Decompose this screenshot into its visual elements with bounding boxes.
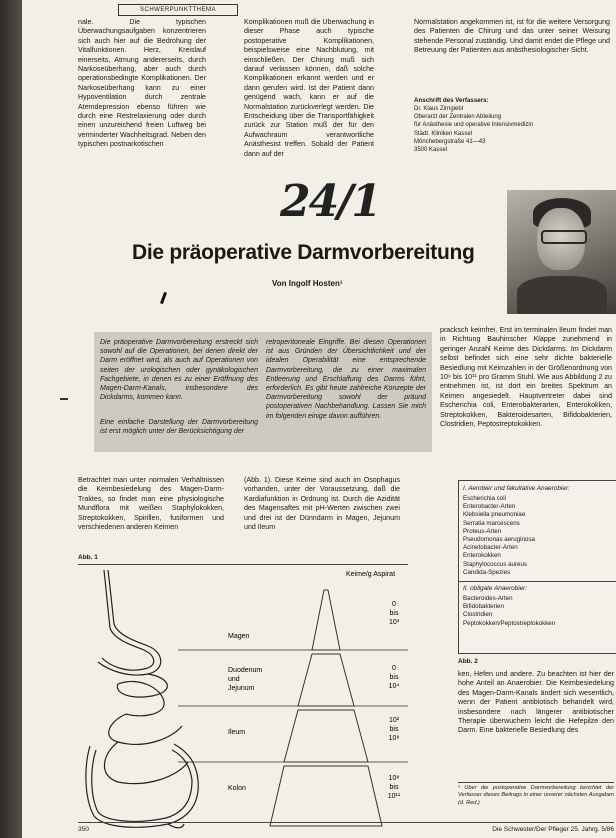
lower-column-1: Betrachtet man unter normalen Verhältnissen die Keimbesiedelung des Magen-Darm-Traktes, so findet man eine physiologische Mundflora mit weißen Staphylokokken, Streptokokken, Spirillen, fusiformen und verschiedenen anderen Keimen <box>78 476 224 532</box>
aerobic-species: Acinetobacter-Arten <box>463 544 518 552</box>
aerobic-list <box>463 495 613 577</box>
anaerobic-species: Bacteroides-Arten <box>463 595 513 602</box>
aerobic-species: Enterobacter-Arten <box>463 503 516 511</box>
anaerobic-species: Peptokokken/Peptostreptokokken <box>463 619 556 627</box>
germ-count-ileum: 10² bis 10⁸ <box>388 717 400 742</box>
region-label-ileum: Ileum <box>228 729 246 736</box>
anaerobic-list <box>463 595 613 628</box>
author-address-heading: Anschrift des Verfassers: <box>414 97 489 104</box>
anaerobic-heading: II. obligate Anaerobier: <box>463 585 528 592</box>
aerobic-species: Serratia marcescens <box>463 519 520 527</box>
abstract-left-2: Eine einfache Darstellung der Darmvorbereitung ist erst möglich unter der Berücksichtigung der <box>100 419 258 436</box>
section-label: SCHWERPUNKTTHEMA <box>118 4 238 16</box>
figure-1-diagram <box>78 566 418 832</box>
bacteria-table <box>458 480 616 654</box>
aerobic-species: Escherichia coli <box>463 495 506 502</box>
germ-count-jejunum: 0 bis 10⁴ <box>388 665 400 690</box>
handwritten-note: 24/1 <box>280 176 380 227</box>
germ-count-magen: 0 bis 10³ <box>388 601 400 626</box>
right-column-text: pracksch keimfrei. Erst im terminalen Ileum findet man in Richtung Bauhinscher Klappe zunehmend in geringer Anzahl Keime des Dickdarms. Im Dickdarm selbst befindet sich eine sehr dichte bakterielle Besiedlung mit Keimzahlen in der Größenordnung von 10⁹ bis 10¹¹ pro Gramm Stuhl. Wie aus Abbildung 2 zu entnehmen ist, ist dort ein breites Spektrum an Keimen angesiedelt. Hauptvertreter dabei sind Escherichia coli, Enterobakterarten, Enterokokken, Streptokokken, Bakteroidesarten, Bifidobakterien, Clostridien, Peptostreptokokken. <box>440 326 612 429</box>
article-author: Von Ingolf Hosten¹ <box>272 279 343 288</box>
aerobic-species: Candida-Spezies <box>463 568 511 576</box>
author-photo <box>507 190 616 314</box>
anaerobic-species: Bifidobakterien <box>463 603 504 611</box>
author-address <box>414 96 564 154</box>
footnote-rule <box>458 782 614 783</box>
lower-right-text: ken, Hefen und andere. Zu beachten ist hier der hohe Anteil an Anaerobier. Die Keimbesiedelung des Magen-Darm-Kanals ändert sich wesentlich, wenn der Patient antibiotisch behandelt wird, insbesondere nach längerer antibiotischer Therapie überwuchern leicht die Hefepilze den Darm. Eine bakterielle Besiedlung des <box>458 670 614 735</box>
author-address-line: Oberarzt der Zentralen Abteilung <box>414 114 502 121</box>
aerobic-species: Proteus-Arten <box>463 527 502 535</box>
top-column-1: nale. Die typischen Überwachungsaufgaben konzentrieren sich auch hier auf die Bedrohung der Vitalfunktionen. Herz, Kreislauf einerseits, Atmung andererseits, durch Narkoseüberhang, aber auch durch operationsbedingte Komplikationen. Der Narkoseüberhang kann zu einer Hypoventilation durch zentrale Atemdepression ebenso führen wie durch eine Restrelaxierung oder durch einen unzureichend freien Luftweg bei verminderter Wachheitsgrad. Neben den typischen postnarkotischen <box>78 18 206 149</box>
germ-count-column-title: Keime/g Aspirat <box>346 571 396 578</box>
journal-name: Die Schwester/Der Pfleger 25. Jahrg. 5/86 <box>492 826 614 833</box>
footer-rule <box>78 822 614 823</box>
anaerobic-species: Clostridien <box>463 611 493 619</box>
book-spine <box>0 0 22 838</box>
author-address-line: Städt. Kliniken Kassel <box>414 130 473 137</box>
pen-mark <box>160 292 167 304</box>
author-address-line: Dr. Klaus Zirngiebl <box>414 106 464 112</box>
abstract-right: retroperitoneale Eingriffe. Bei diesen Operationen ist aus Gründen der Übersichtlichkeit und der idealen Operabilität eine entsprechende Darmvorbereitung, die zu einer maximalen Entleerung und Erschlaffung des Darms führt, erforderlich. Es gibt heute zahlreiche Konzepte der Darmvorbereitung sowohl der präund postoperativen Nachbehandlung. Lassen Sie mich im folgenden einige davon aufführen. <box>266 339 426 420</box>
aerobic-species: Staphylococcus aureus <box>463 560 527 568</box>
author-address-line: für Anästhesie und operative Intensivmedizin <box>414 122 534 129</box>
region-label-duodenum: Duodenum und Jejunum <box>228 667 263 692</box>
region-label-magen: Magen <box>228 633 250 640</box>
germ-count-kolon: 10⁸ bis 10¹¹ <box>387 775 401 800</box>
top-column-2: Komplikationen muß die Überwachung in dieser Phase auch typische postoperative Komplikationen, beispielsweise eine Nachblutung, mit einschließen. Der Chirurg muß sich darauf verlassen können, daß solche Komplikationen erkannt werden und er dann gerufen wird. Ist der Patient dann genügend wach, kann er auf die Normalstation zurückverlegt werden. Die Entscheidung über die Transportfähigkeit zurück zur Station muß der für den Aufwachraum verantwortliche Anästhesist treffen. Sobald der Patient dann auf der <box>244 18 374 158</box>
lower-column-2: (Abb. 1). Diese Keime sind auch im Ösophagus vorhanden, unter der Voraussetzung, daß die Kardiafunktion in Ordnung ist. Durch die Azidität des Magensaftes mit pH-Werten zwischen zwei und drei ist der Dünndarm in Magen, Jejunum und Ileum <box>244 476 400 532</box>
magazine-page <box>22 0 616 838</box>
digestive-tract-illustration <box>86 570 198 828</box>
margin-mark <box>60 398 68 400</box>
abstract-box <box>94 332 432 452</box>
figure-1-top-rule <box>78 564 408 565</box>
germ-count-pyramid <box>270 590 382 826</box>
aerobic-heading: I. Aerobier und fakultative Anaerobier: <box>463 485 570 492</box>
author-address-line: 3500 Kassel <box>414 147 448 154</box>
figure-1-label: Abb. 1 <box>78 554 98 561</box>
figure-2-label: Abb. 2 <box>458 658 478 665</box>
top-column-3: Normalstation angekommen ist, ist für die weitere Versorgung des Patienten die Chirurg und das unter seiner Weisung stehende Personal zuständig. Und damit endet die Pflege und Betreuung der Patienten aus anästhesiologischer Sicht. <box>414 18 610 55</box>
page-number: 350 <box>78 826 89 833</box>
article-title: Die präoperative Darmvorbereitung <box>132 241 475 264</box>
author-address-lines <box>414 105 564 154</box>
region-label-kolon: Kolon <box>228 785 246 792</box>
author-address-line: Mönchebergstraße 41—43 <box>414 138 486 145</box>
abstract-left: Die präoperative Darmvorbereitung erstreckt sich sowohl auf die Operationen, bei denen direkt der Darm eröffnet wird, als auch auf Operationen von seiten der urologischen oder gynäkologischen Fachgebiete, in denen es zu einer Eröffnung des Magen-Darm-Kanals, insbesondere des Dickdarms, kommen kann. <box>100 339 258 402</box>
footnote: ¹ Über die postoperative Darmvorbereitung berichtet der Verfasser dieses Beitrags in einer unserer nächsten Ausgaben (d. Red.) <box>458 785 614 806</box>
aerobic-species: Enterokokken <box>463 552 501 560</box>
aerobic-species: Klebsiella pneumoniae <box>463 511 526 519</box>
aerobic-species: Pseudomonas aeruginosa <box>463 536 535 544</box>
